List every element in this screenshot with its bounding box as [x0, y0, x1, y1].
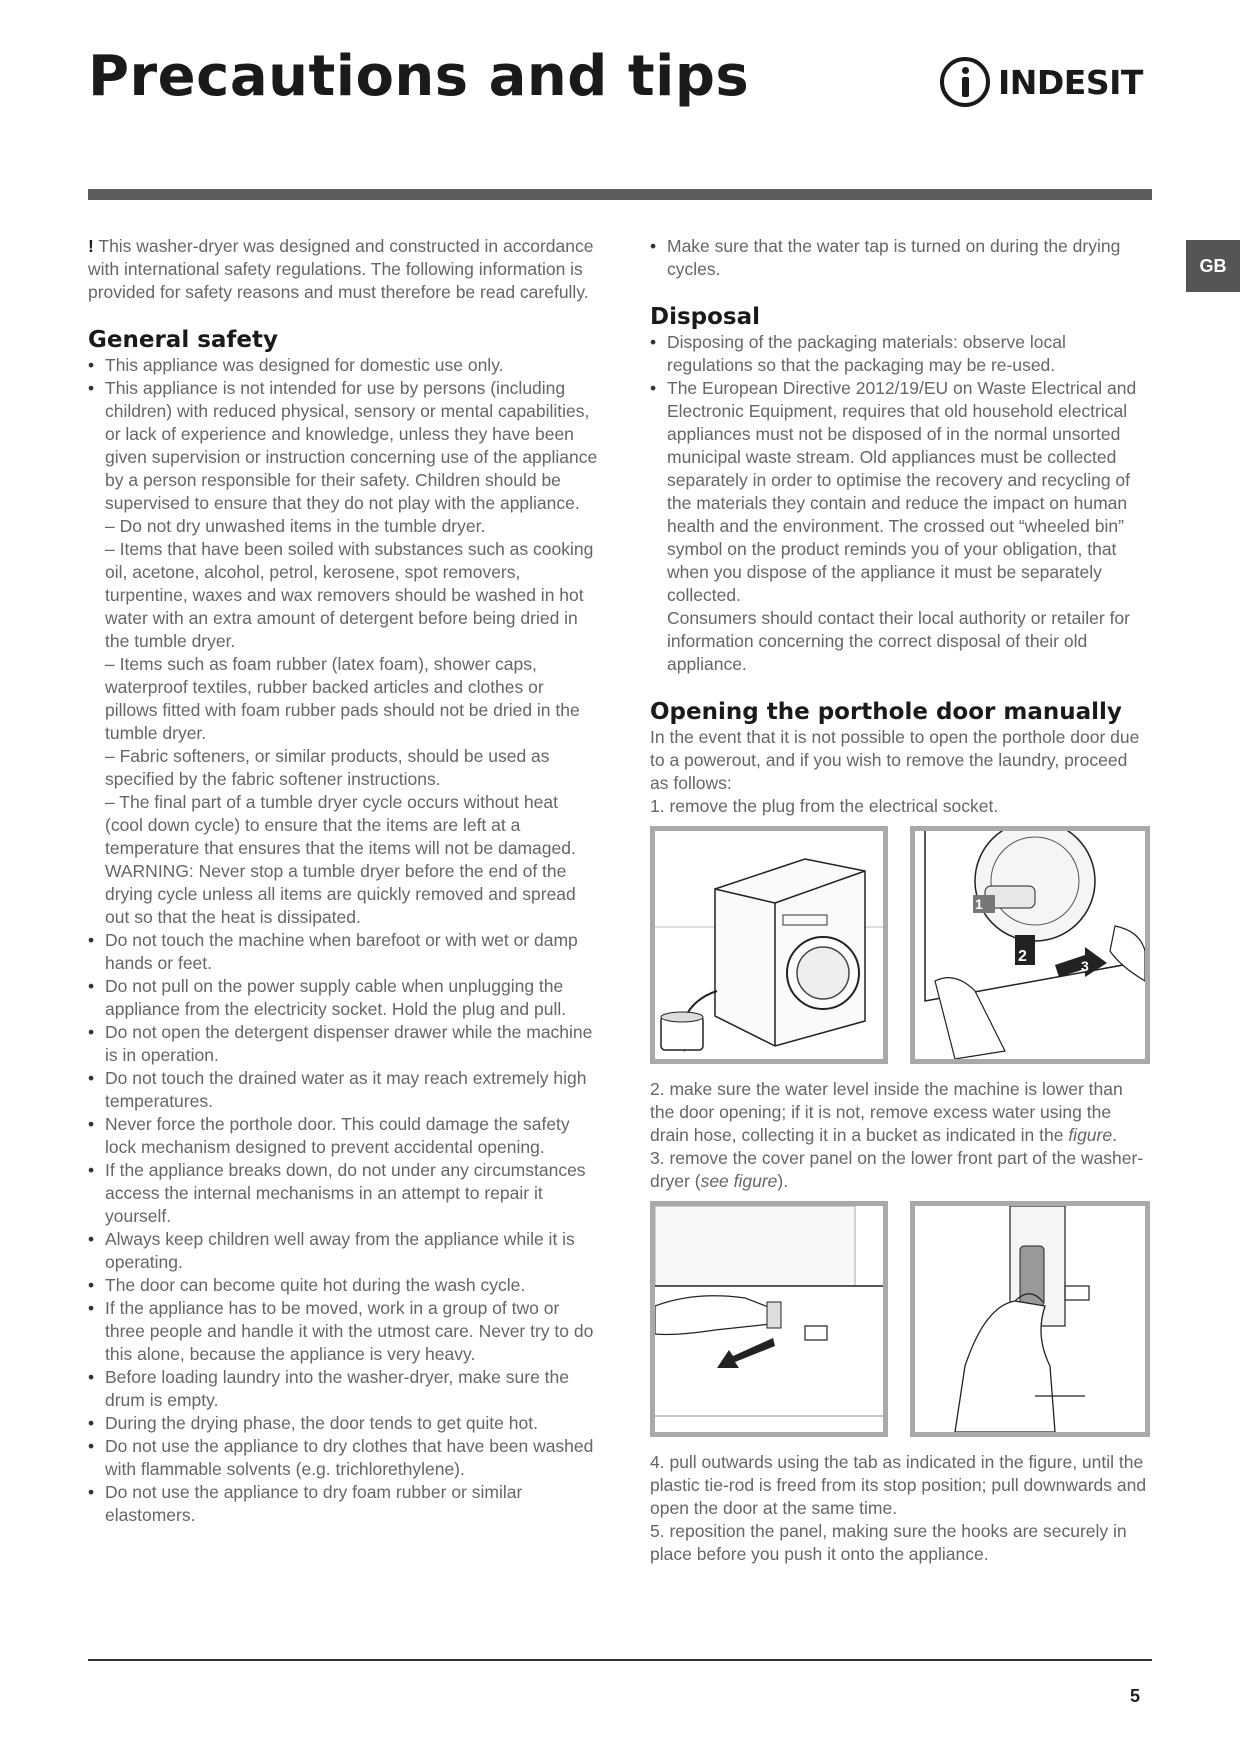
figure-row-1 [650, 826, 1150, 1064]
list-item-text: – Do not dry unwashed items in the tumble dryer. [105, 516, 486, 536]
general-safety-heading: General safety [88, 327, 279, 353]
step-3-end: ). [777, 1171, 789, 1191]
list-item-text: WARNING: Never stop a tumble dryer before the end of the drying cycle unless all items are quickly removed and spread out so that the heat is dissipated. [105, 861, 576, 927]
porthole-intro: In the event that it is not possible to open the porthole door due to a powerout, and if you wish to remove the laundry, proceed as follows: [650, 727, 1140, 793]
list-item: • Do not touch the machine when barefoot or with wet or damp hands or feet. [88, 929, 598, 975]
list-item: • Do not use the appliance to dry foam rubber or similar elastomers. [88, 1481, 598, 1527]
indesit-logo-icon [940, 57, 990, 107]
left-column [88, 235, 598, 1527]
step-4: 4. pull outwards using the tab as indicated in the figure, until the plastic tie-rod is freed from its stop position; pull downwards and open the door at the same time. [650, 1452, 1147, 1518]
figure-label-3: 3 [1081, 958, 1089, 974]
cover-panel-illustration [655, 1206, 883, 1432]
list-item-text: – Items that have been soiled with substances such as cooking oil, acetone, alcohol, petrol, kerosene, spot removers, turpentine, waxes and wax removers should be washed in hot water with an extra amount of detergent before being dried in the tumble dryer. [105, 539, 594, 651]
list-item-text: – Fabric softeners, or similar products, should be used as specified by the fabric softener instructions. [105, 746, 550, 789]
figure-label-2: 2 [1018, 948, 1027, 965]
list-item: • If the appliance has to be moved, work in a group of two or three people and handle it with the utmost care. Never try to do this alone, because the appliance is very heavy. [88, 1297, 598, 1366]
list-item: • Do not touch the drained water as it may reach extremely high temperatures. [88, 1067, 598, 1113]
brand-name: INDESIT [998, 62, 1143, 102]
list-item-text: • This appliance is not intended for use by persons (including children) with reduced physical, sensory or mental capabilities, or lack of experience and knowledge, unless they have been given supervision or instruction concerning use of the appliance by a person responsible for their safety. Children should be supervised to ensure that they do not play with the appliance. [105, 378, 598, 513]
step-3 [650, 1147, 1150, 1193]
list-item [650, 377, 1150, 676]
list-item: • Do not use the appliance to dry clothes that have been washed with flammable solvents (e.g. trichlorethylene). [88, 1435, 598, 1481]
list-item: • The door can become quite hot during the wash cycle. [88, 1274, 598, 1297]
list-item: • Disposing of the packaging materials: observe local regulations so that the packaging may be re-used. [650, 331, 1150, 377]
figure-cover-panel [650, 1201, 888, 1437]
list-item-text: Consumers should contact their local authority or retailer for information concerning the correct disposal of their old appliance. [667, 608, 1130, 674]
list-item-text: – The final part of a tumble dryer cycle occurs without heat (cool down cycle) to ensure that the items are left at a temperature that ensures that the items will not be damaged. [105, 792, 576, 858]
warning-mark: ! [88, 236, 94, 256]
porthole-heading: Opening the porthole door manually [650, 699, 1122, 725]
general-safety-list [88, 354, 598, 1527]
list-item: • If the appliance breaks down, do not under any circumstances access the internal mechanisms in an attempt to repair it yourself. [88, 1159, 598, 1228]
brand-logo [940, 52, 1143, 112]
step-3-figure-ref: see figure [700, 1171, 778, 1191]
page-number: 5 [1130, 1686, 1141, 1706]
step-5: 5. reposition the panel, making sure the hooks are securely in place before you push it onto the appliance. [650, 1521, 1127, 1564]
disposal-list [650, 331, 1150, 676]
language-tab: GB [1186, 240, 1240, 292]
step-2-end: . [1112, 1125, 1117, 1145]
step-2-figure-ref: figure [1068, 1125, 1113, 1145]
list-item-text: – Items such as foam rubber (latex foam), shower caps, waterproof textiles, rubber backed articles and clothes or pillows fitted with foam rubber pads should not be dried in the tumble dryer. [105, 654, 580, 743]
list-item: • During the drying phase, the door tends to get quite hot. [88, 1412, 598, 1435]
door-release-illustration [915, 831, 1145, 1059]
right-column [650, 235, 1150, 1566]
list-item: • Always keep children well away from the appliance while it is operating. [88, 1228, 598, 1274]
step-1: 1. remove the plug from the electrical socket. [650, 796, 999, 816]
water-tap-list [650, 235, 1150, 281]
step-2-text: 2. make sure the water level inside the machine is lower than the door opening; if it is not, remove excess water using the drain hose, collecting it in a bucket as indicated in the [650, 1079, 1123, 1145]
figure-release-steps [910, 826, 1150, 1064]
figure-label-1: 1 [975, 896, 983, 912]
list-item: • Before loading laundry into the washer-dryer, make sure the drum is empty. [88, 1366, 598, 1412]
list-item: • This appliance was designed for domestic use only. [88, 354, 598, 377]
intro-text: This washer-dryer was designed and constructed in accordance with international safety regulations. The following information is provided for safety reasons and must therefore be read carefully. [88, 236, 594, 302]
intro-paragraph [88, 235, 598, 304]
washer-drain-illustration [655, 831, 883, 1059]
list-item: • Do not open the detergent dispenser drawer while the machine is in operation. [88, 1021, 598, 1067]
figure-row-2 [650, 1201, 1150, 1437]
list-item-text: • The European Directive 2012/19/EU on Waste Electrical and Electronic Equipment, requires that old household electrical appliances must not be disposed of in the normal unsorted municipal waste stream. Old appliances must be collected separately in order to optimise the recovery and recycling of the materials they contain and reduce the impact on human health and the environment. The crossed out “wheeled bin” symbol on the product reminds you of your obligation, that when you dispose of the appliance it must be separately collected. [667, 378, 1137, 605]
tab-pull-illustration [915, 1206, 1145, 1432]
disposal-heading: Disposal [650, 304, 761, 330]
figure-drain-hose [650, 826, 888, 1064]
page-title: Precautions and tips [88, 44, 750, 109]
list-item: • Do not pull on the power supply cable when unplugging the appliance from the electricity socket. Hold the plug and pull. [88, 975, 598, 1021]
list-item: • Never force the porthole door. This could damage the safety lock mechanism designed to prevent accidental opening. [88, 1113, 598, 1159]
step-2 [650, 1078, 1150, 1147]
list-item [88, 377, 598, 929]
figure-tab-pull [910, 1201, 1150, 1437]
list-item: • Make sure that the water tap is turned on during the drying cycles. [650, 235, 1150, 281]
header-divider [88, 189, 1152, 200]
step-3-text: 3. remove the cover panel on the lower front part of the washer-dryer ( [650, 1148, 1144, 1191]
footer-divider [88, 1659, 1152, 1661]
